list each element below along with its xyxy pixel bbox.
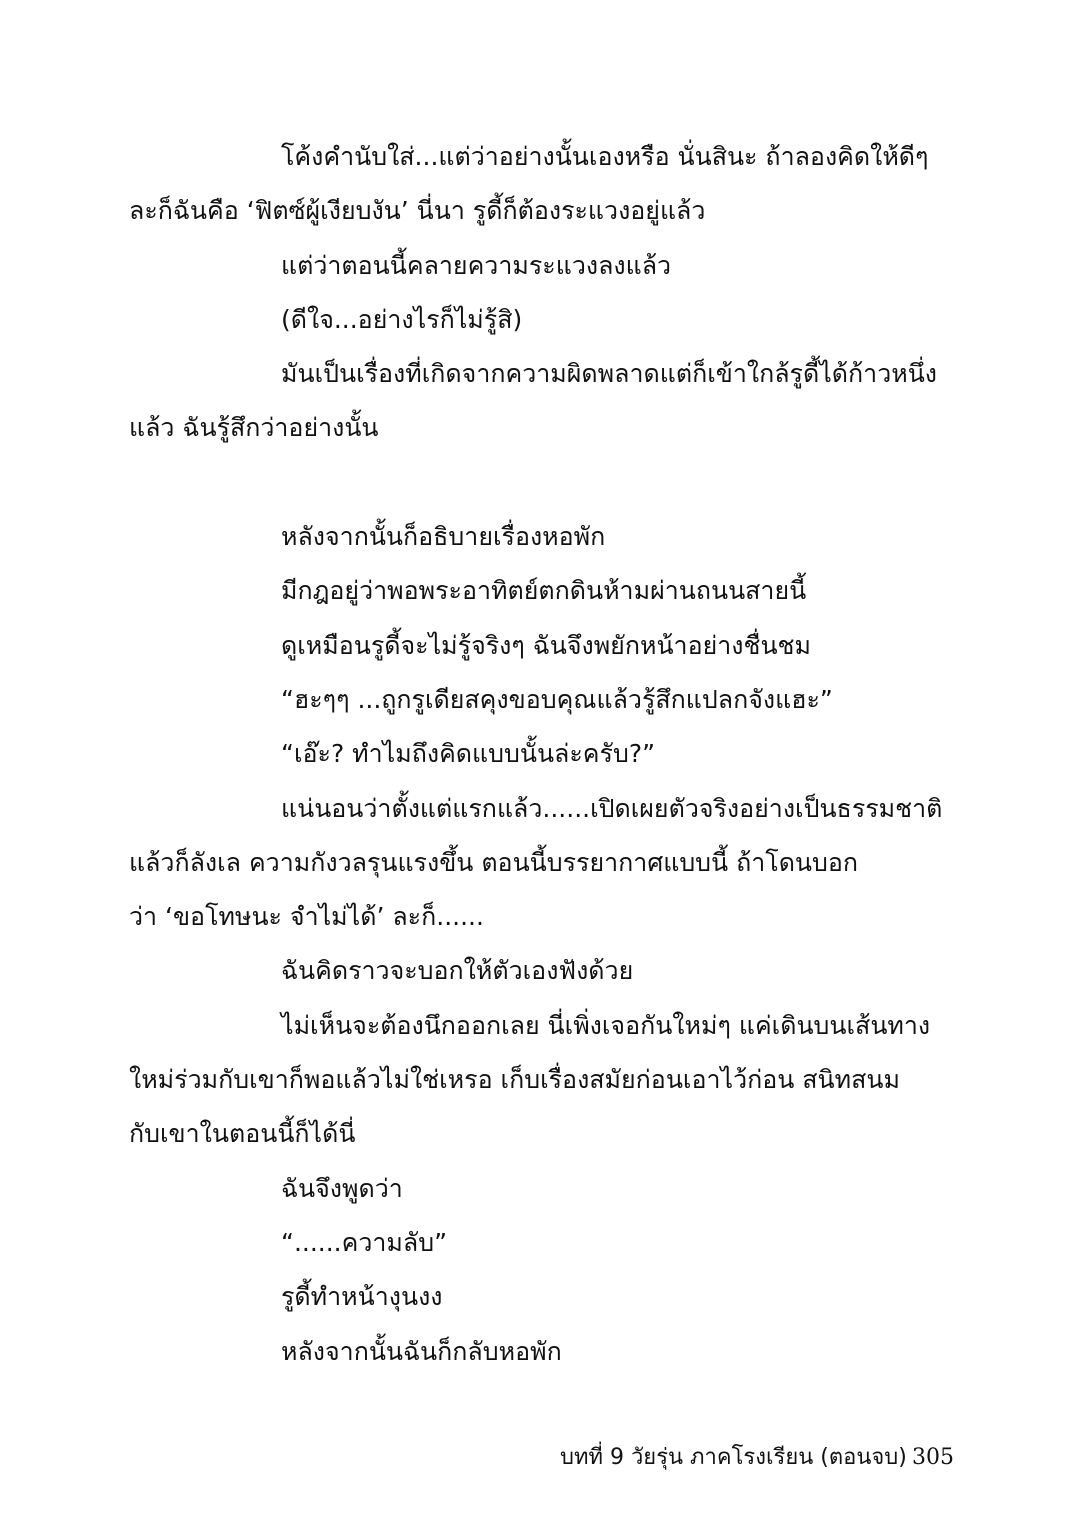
text-line: มันเป็นเรื่องที่เกิดจากความผิดพลาดแต่ก็เข้าใกล้รูดี้ได้ก้าวหนึ่ง [281,359,938,389]
paragraph [205,510,957,564]
page-number: 305 [912,1445,954,1470]
paragraph [205,1162,957,1216]
paragraph [205,564,957,618]
text-line: แต่ว่าตอนนี้คลายความระแวงลงแล้ว [281,250,672,280]
text-line: กับเขาในตอนนี้ก็ได้นี่ [129,1119,356,1149]
scene-break [205,456,957,510]
paragraph [205,1270,957,1324]
text-line: ไม่เห็นจะต้องนึกออกเลย นี่เพิ่งเจอกันใหม่ๆ แค่เดินบนเส้นทาง [281,1010,931,1040]
text-line: หลังจากนั้นก็อธิบายเรื่องหอพัก [281,522,606,552]
paragraph [205,944,957,998]
text-line: รูดี้ทำหน้างุนงง [281,1282,443,1312]
text-line: แล้วก็ลังเล ความกังวลรุนแรงขึ้น ตอนนี้บรรยากาศแบบนี้ ถ้าโดนบอก [129,847,859,877]
body-text [129,130,957,1379]
paragraph [205,293,957,347]
text-line: แล้ว ฉันรู้สึกว่าอย่างนั้น [129,413,379,443]
paragraph [205,619,957,673]
text-line: ดูเหมือนรูดี้จะไม่รู้จริงๆ ฉันจึงพยักหน้าอย่างชื่นชม [281,630,811,660]
text-line: ฉันจึงพูดว่า [281,1173,403,1203]
paragraph [205,1216,957,1270]
paragraph [205,239,957,293]
text-line: (ดีใจ...อย่างไรก็ไม่รู้สิ) [281,304,523,334]
text-line: ใหม่ร่วมกับเขาก็พอแล้วไม่ใช่เหรอ เก็บเรื่องสมัยก่อนเอาไว้ก่อน สนิทสนม [129,1065,900,1095]
text-line: “......ความลับ” [281,1227,448,1257]
text-line: โค้งคำนับใส่...แต่ว่าอย่างนั้นเองหรือ นั่นสินะ ถ้าลองคิดให้ดีๆ [281,142,929,171]
text-line: ละก็ฉันคือ ‘ฟิตซ์ผู้เงียบงัน’ นี่นา รูดี้ก็ต้องระแวงอยู่แล้ว [129,196,706,226]
running-footer-chapter: บทที่ 9 วัยรุ่น ภาคโรงเรียน (ตอนจบ) [560,1445,907,1470]
paragraph [129,782,957,945]
paragraph [129,347,957,456]
paragraph [129,999,957,1162]
paragraph [205,673,957,727]
text-line: “เอ๊ะ? ทำไมถึงคิดแบบนั้นล่ะครับ?” [281,739,656,769]
text-line: แน่นอนว่าตั้งแต่แรกแล้ว......เปิดเผยตัวจริงอย่างเป็นธรรมชาติ [281,793,943,823]
text-line: หลังจากนั้นฉันก็กลับหอพัก [281,1336,562,1366]
text-line: มีกฎอยู่ว่าพอพระอาทิตย์ตกดินห้ามผ่านถนนสายนี้ [281,576,807,606]
text-line: ว่า ‘ขอโทษนะ จำไม่ได้’ ละก็...... [129,902,484,932]
paragraph [205,1325,957,1379]
paragraph [129,130,957,239]
text-line: “ฮะๆๆ ...ถูกรูเดียสคุงขอบคุณแล้วรู้สึกแปลกจังแฮะ” [281,684,833,714]
paragraph [205,727,957,781]
text-line: ฉันคิดราวจะบอกให้ตัวเองฟังด้วย [281,956,634,986]
